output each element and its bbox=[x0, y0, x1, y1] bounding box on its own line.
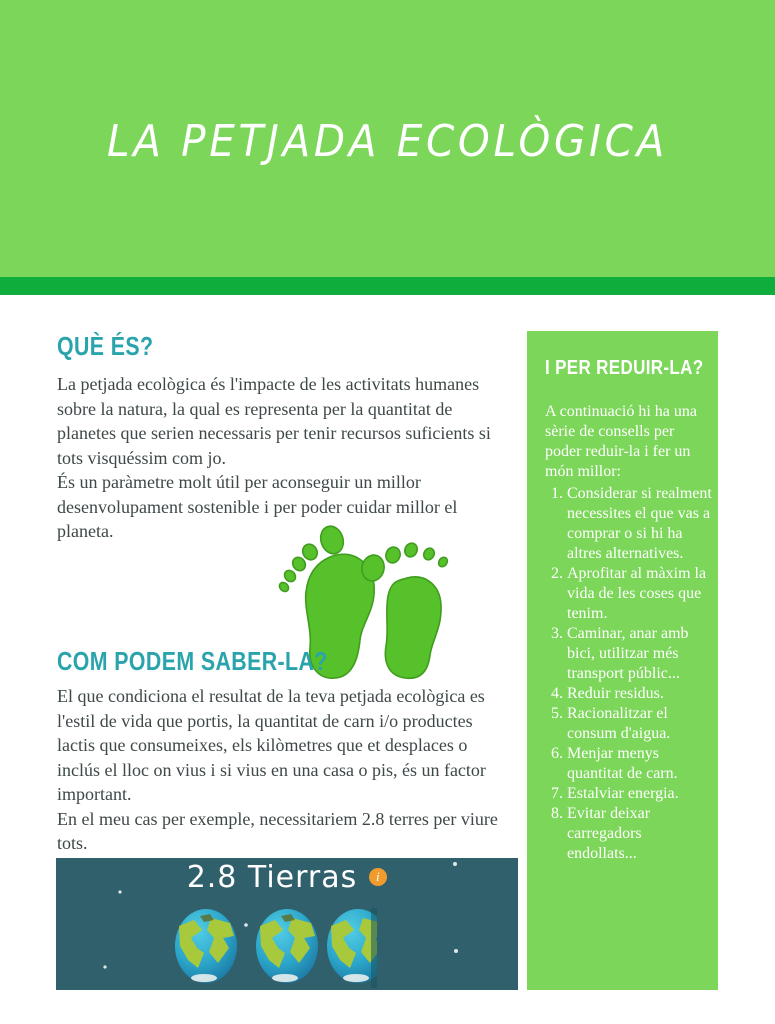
panel-caption-text: 2.8 Tierras bbox=[186, 860, 358, 895]
earths-image-panel bbox=[56, 858, 518, 990]
header-accent-strip bbox=[0, 277, 775, 295]
tip-item: 4. Reduir residus. bbox=[567, 684, 714, 704]
paragraph: És un paràmetre molt útil per aconseguir un millor desenvolupament sostenible i per poder cuidar millor el planeta. bbox=[57, 472, 458, 541]
paragraph: La petjada ecològica és l'impacte de les activitats humanes sobre la natura, la qual es representa per la quantitat de planetes que serien necessaris per tenir recursos suficients si tots visquéssim com jo. bbox=[57, 374, 491, 468]
tip-item: 5. Racionalitzar el consum d'aigua. bbox=[567, 704, 714, 744]
tip-item: 3. Caminar, anar amb bici, utilitzar més transport públic... bbox=[567, 624, 714, 684]
tip-item: 8. Evitar deixar carregadors endollats... bbox=[567, 804, 714, 864]
section-heading-how: COM PODEM SABER-LA? bbox=[57, 646, 328, 676]
section-text-how bbox=[57, 684, 513, 856]
paragraph: En el meu cas per exemple, necessitariem 2.8 terres per viure tots. bbox=[57, 808, 498, 853]
sidebar-reduce-tips bbox=[527, 331, 718, 990]
tip-item: 6. Menjar menys quantitat de carn. bbox=[567, 744, 714, 784]
tip-item: 2. Aprofitar al màxim la vida de les coses que tenim. bbox=[567, 564, 714, 624]
earth-globe bbox=[256, 909, 318, 983]
tip-item: 1. Considerar si realment necessites el que vas a comprar o si hi ha altres alternatives. bbox=[567, 484, 714, 564]
section-heading-what: QUÈ ÉS? bbox=[57, 331, 154, 361]
earth-globe-partial bbox=[327, 908, 389, 988]
tip-item: 7. Estalviar energia. bbox=[567, 784, 714, 804]
tips-list bbox=[545, 484, 714, 864]
info-icon: i bbox=[369, 868, 387, 886]
sidebar-heading: I PER REDUIR-LA? bbox=[545, 357, 704, 379]
sidebar-intro: A continuació hi ha una sèrie de consells per poder reduir-la i fer un món millor: bbox=[545, 403, 697, 480]
earth-globe bbox=[175, 909, 237, 983]
paragraph: El que condiciona el resultat de la teva petjada ecològica es l'estil de vida que portis, la quantitat de carn i/o productes lactis que consumeixes, els kilòmetres que et desplaces o inclús el lloc on vius i si vius en una casa o pis, és un factor important. bbox=[57, 686, 486, 804]
header-banner bbox=[0, 0, 775, 277]
panel-caption bbox=[56, 860, 518, 895]
page-title: LA PETJADA ECOLÒGICA bbox=[107, 116, 668, 167]
